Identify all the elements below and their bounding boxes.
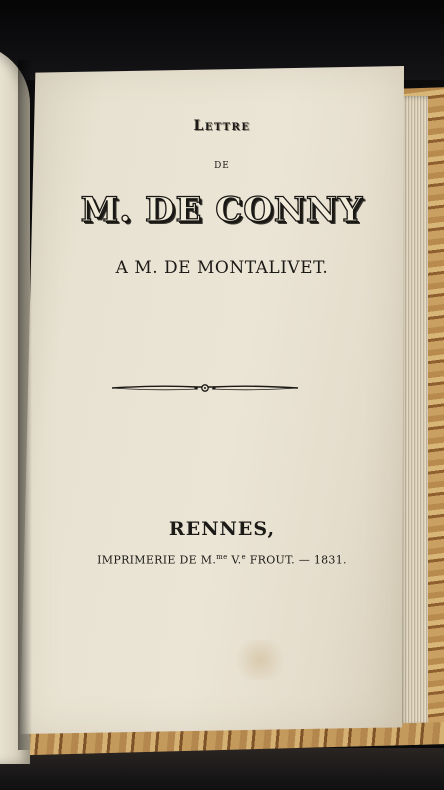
paper-stain [230,640,290,680]
dark-background-bottom [0,748,444,790]
title-lettre: Lettre [193,118,251,134]
imprint-superscript-me: me [216,553,228,561]
imprint-text-start: IMPRIMERIE DE M. [97,553,217,567]
imprint-text-mid: V. [227,553,242,567]
title-recipient: A M. DE MONTALIVET. [115,258,329,278]
imprint-superscript-e: e [241,553,246,561]
title-author: M. DE CONNY [80,190,364,230]
ornament-rule-icon [110,380,300,396]
imprint-city: RENNES, [168,518,276,540]
imprint-text-end: FROUT. — 1831. [245,553,347,567]
imprint-line [0,553,444,567]
title-de: DE [214,161,230,171]
